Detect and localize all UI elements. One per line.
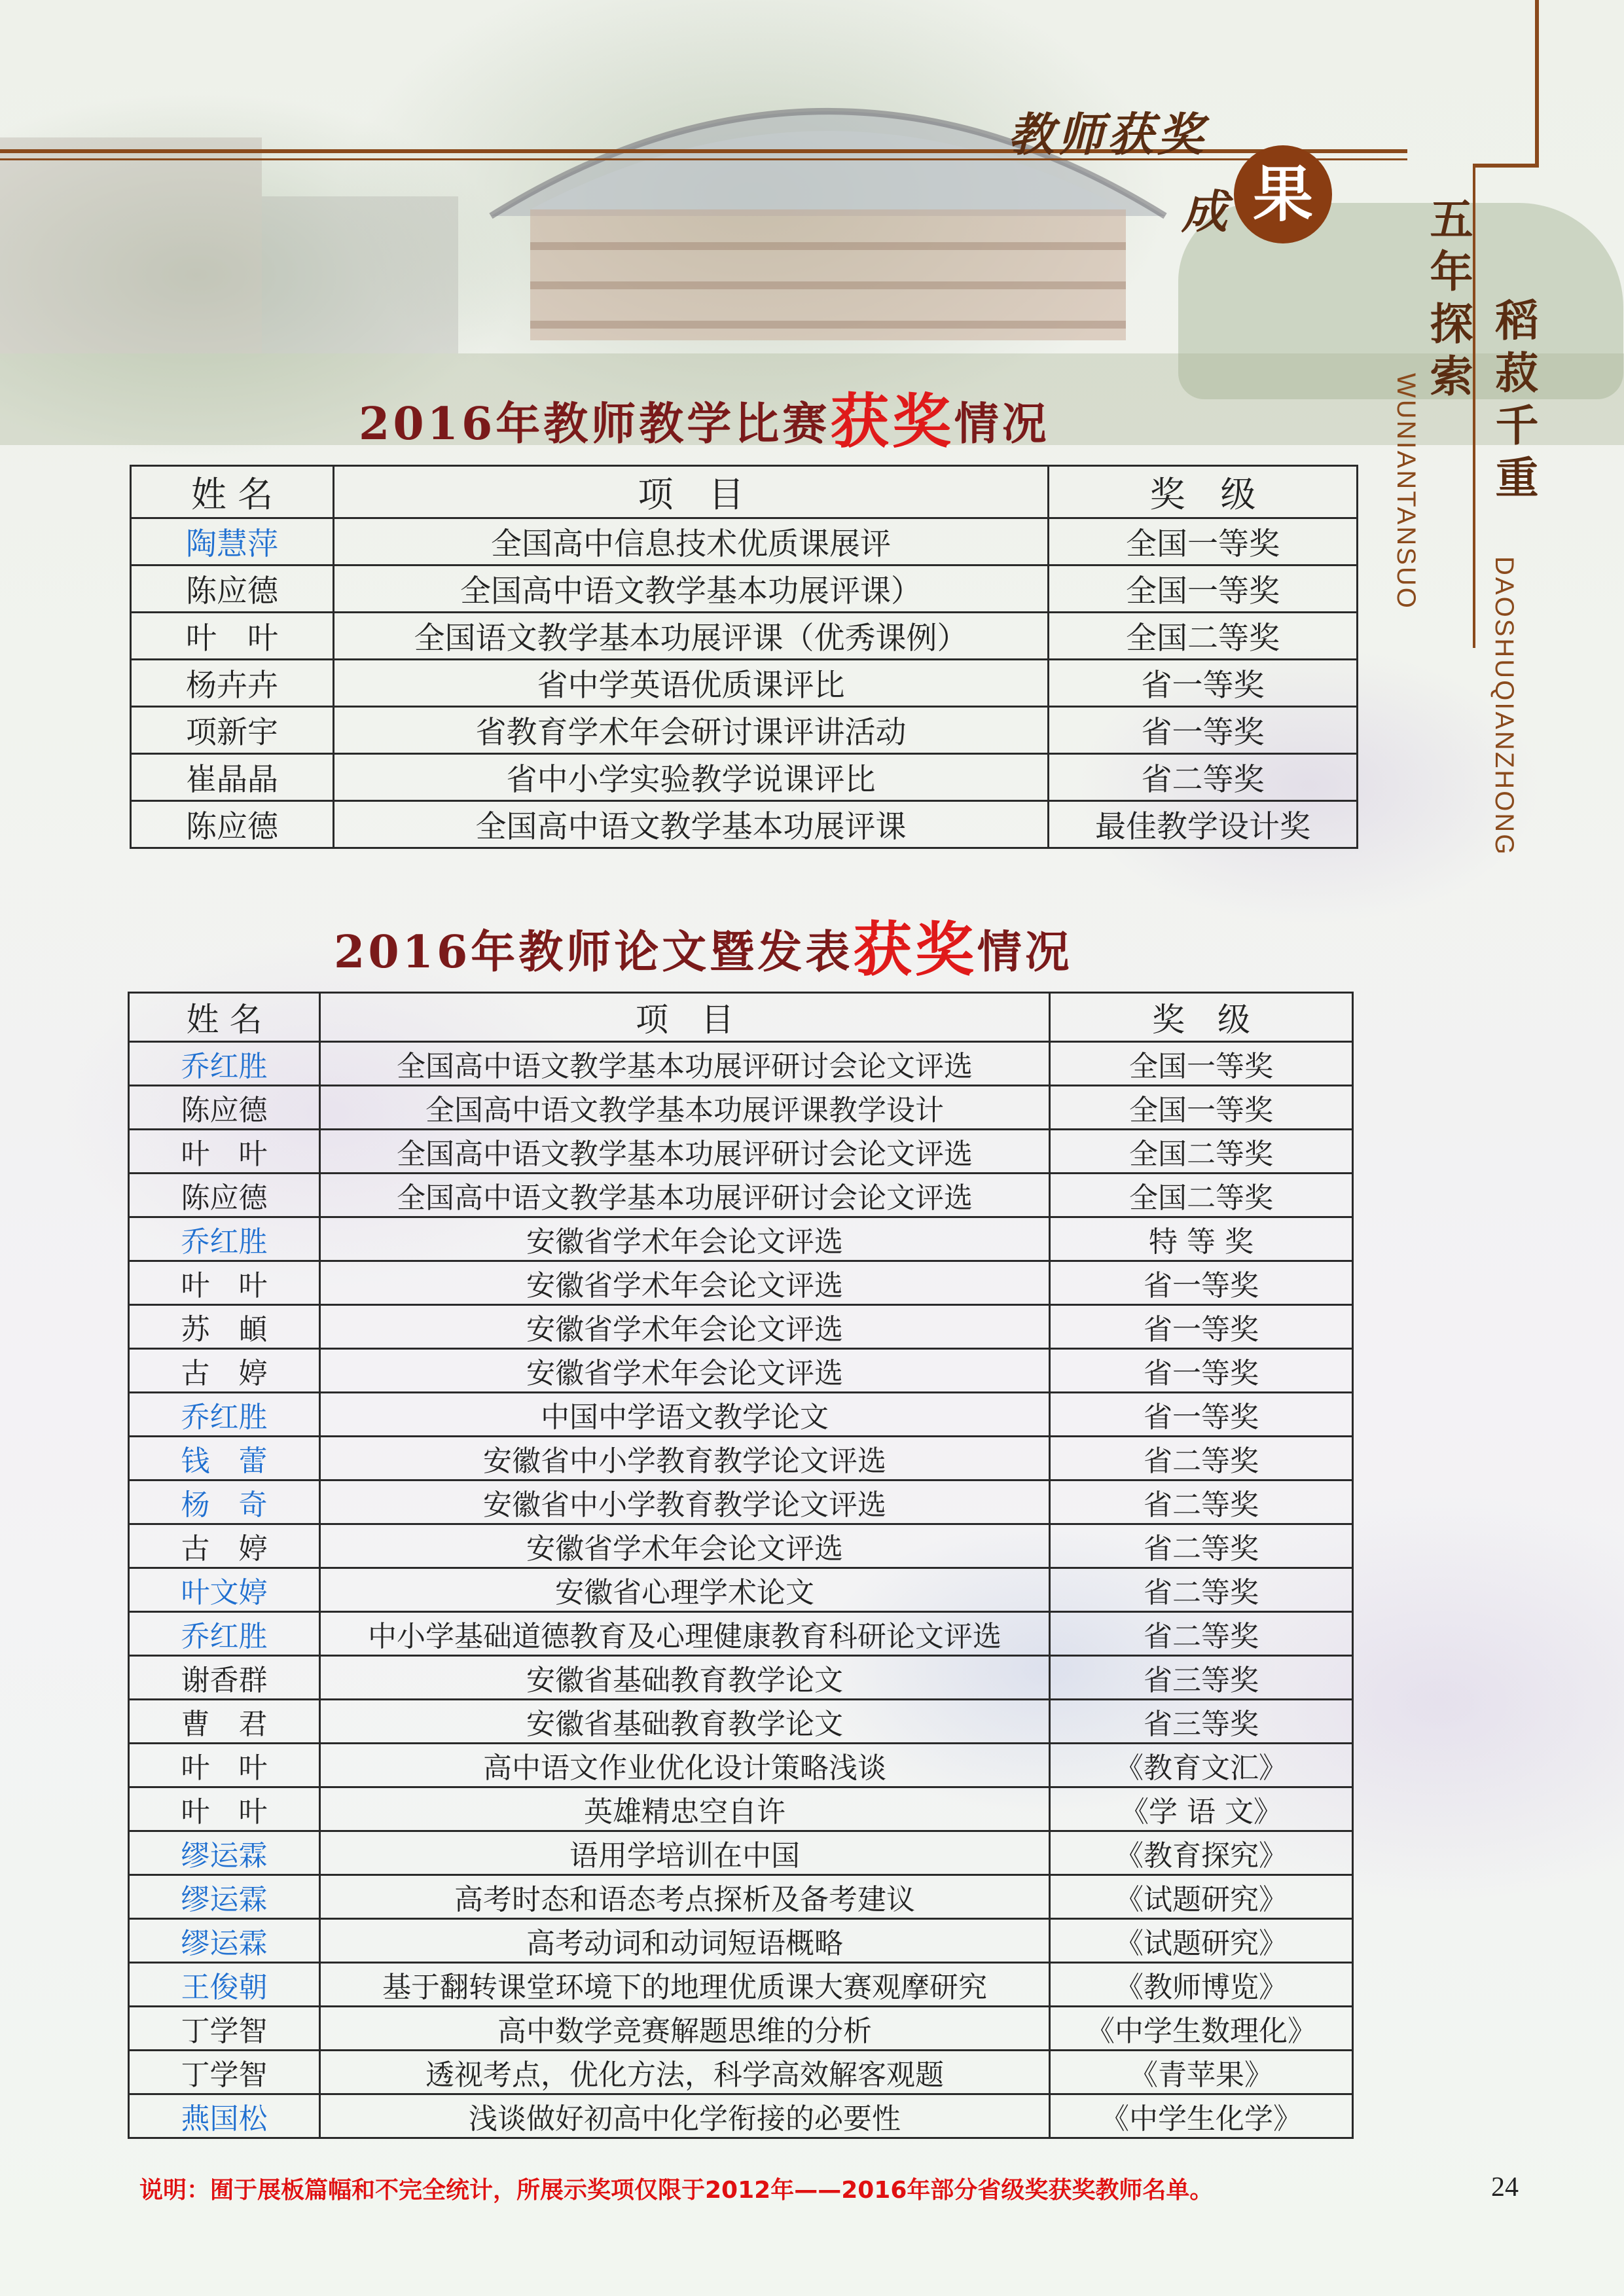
cell-project: 省教育学术年会研讨课评讲活动 — [334, 707, 1049, 754]
cell-name: 叶 叶 — [129, 1787, 320, 1831]
cell-award: 省一等奖 — [1050, 1305, 1353, 1349]
cell-award: 省二等奖 — [1050, 1612, 1353, 1656]
cell-name: 叶 叶 — [131, 613, 334, 660]
table-row — [129, 2007, 1353, 2051]
cell-name: 谢香群 — [129, 1656, 320, 1700]
cell-award: 省三等奖 — [1050, 1656, 1353, 1700]
cell-project: 安徽省学术年会论文评选 — [320, 1349, 1050, 1393]
table-row — [129, 1305, 1353, 1349]
cell-project: 全国高中信息技术优质课展评 — [334, 518, 1049, 565]
cell-name: 乔红胜 — [129, 1217, 320, 1261]
section1-title-emphasis: 获奖 — [830, 387, 954, 456]
section2-title — [334, 900, 1073, 984]
cell-project: 安徽省学术年会论文评选 — [320, 1524, 1050, 1568]
result-circle-badge: 果 — [1234, 145, 1332, 243]
cell-project: 省中小学实验教学说课评比 — [334, 754, 1049, 801]
table-row — [129, 1480, 1353, 1524]
cell-project: 安徽省学术年会论文评选 — [320, 1217, 1050, 1261]
cell-name: 古 婷 — [129, 1349, 320, 1393]
cell-name: 乔红胜 — [129, 1612, 320, 1656]
cell-award: 《学 语 文》 — [1050, 1787, 1353, 1831]
table-row — [129, 1437, 1353, 1480]
teaching-contest-awards-table — [130, 465, 1358, 849]
cell-award: 特 等 奖 — [1050, 1217, 1353, 1261]
table-row — [131, 565, 1358, 613]
table-row — [129, 1349, 1353, 1393]
table-row — [129, 1656, 1353, 1700]
table-row — [129, 1787, 1353, 1831]
column-header-award: 奖 级 — [1049, 466, 1358, 518]
cell-name: 曹 君 — [129, 1700, 320, 1744]
cell-project: 高中数学竞赛解题思维的分析 — [320, 2007, 1050, 2051]
table-row — [131, 801, 1358, 848]
column-header-name: 姓 名 — [131, 466, 334, 518]
cell-award: 省三等奖 — [1050, 1700, 1353, 1744]
section1-title-tail: 情况 — [954, 398, 1050, 450]
cell-project: 高考动词和动词短语概略 — [320, 1919, 1050, 1963]
cell-award: 全国二等奖 — [1050, 1174, 1353, 1217]
cell-project: 安徽省中小学教育教学论文评选 — [320, 1437, 1050, 1480]
table-row — [131, 518, 1358, 565]
header-rule-vertical — [1535, 0, 1539, 167]
cell-name: 燕国松 — [129, 2094, 320, 2138]
cell-name: 钱 蕾 — [129, 1437, 320, 1480]
cell-project: 全国语文教学基本功展评课（优秀课例） — [334, 613, 1049, 660]
cell-name: 缪运霖 — [129, 1875, 320, 1919]
cell-project: 语用学培训在中国 — [320, 1831, 1050, 1875]
cell-award: 省二等奖 — [1049, 754, 1358, 801]
table-header-row — [129, 993, 1353, 1042]
table-row — [129, 1130, 1353, 1174]
table-row — [129, 1217, 1353, 1261]
cell-name: 苏 頔 — [129, 1305, 320, 1349]
cell-project: 基于翻转课堂环境下的地理优质课大赛观摩研究 — [320, 1963, 1050, 2007]
motto-wuniantansuo-latin: WUNIANTANSUO — [1392, 373, 1420, 610]
cell-award: 《教师博览》 — [1050, 1963, 1353, 2007]
cell-name: 缪运霖 — [129, 1831, 320, 1875]
cell-project: 透视考点，优化方法，科学高效解客观题 — [320, 2051, 1050, 2094]
cell-award: 省二等奖 — [1050, 1568, 1353, 1612]
column-header-award: 奖 级 — [1050, 993, 1353, 1042]
cell-project: 全国高中语文教学基本功展评课教学设计 — [320, 1086, 1050, 1130]
motto-daoshuqianzhong: 稻菽千重 — [1488, 298, 1539, 507]
cell-award: 《中学生数理化》 — [1050, 2007, 1353, 2051]
cell-award: 《中学生化学》 — [1050, 2094, 1353, 2138]
cell-name: 崔晶晶 — [131, 754, 334, 801]
table-row — [131, 754, 1358, 801]
cell-name: 丁学智 — [129, 2051, 320, 2094]
cell-project: 安徽省学术年会论文评选 — [320, 1305, 1050, 1349]
table-row — [131, 660, 1358, 707]
cell-name: 陈应德 — [129, 1086, 320, 1130]
cell-name: 乔红胜 — [129, 1393, 320, 1437]
cell-award: 省一等奖 — [1050, 1261, 1353, 1305]
cell-award: 省二等奖 — [1050, 1437, 1353, 1480]
cell-project: 全国高中语文教学基本功展评研讨会论文评选 — [320, 1042, 1050, 1086]
table-row — [129, 1612, 1353, 1656]
cell-project: 全国高中语文教学基本功展评研讨会论文评选 — [320, 1174, 1050, 1217]
cell-project: 安徽省基础教育教学论文 — [320, 1700, 1050, 1744]
cell-award: 全国二等奖 — [1050, 1130, 1353, 1174]
page-number: 24 — [1491, 2172, 1519, 2202]
table-row — [129, 1524, 1353, 1568]
table-row — [129, 1963, 1353, 2007]
cell-name: 陈应德 — [129, 1174, 320, 1217]
cell-project: 高中语文作业优化设计策略浅谈 — [320, 1744, 1050, 1787]
section1-title-main: 2016年教师教学比赛 — [359, 398, 831, 450]
table-row — [129, 1744, 1353, 1787]
cell-name: 杨卉卉 — [131, 660, 334, 707]
cell-award: 省一等奖 — [1049, 707, 1358, 754]
cell-name: 乔红胜 — [129, 1042, 320, 1086]
cell-award: 全国二等奖 — [1049, 613, 1358, 660]
table-row — [129, 1831, 1353, 1875]
table-row — [129, 1700, 1353, 1744]
table-row — [129, 2051, 1353, 2094]
cell-name: 杨 奇 — [129, 1480, 320, 1524]
section2-title-tail: 情况 — [977, 926, 1073, 978]
cell-award: 省一等奖 — [1050, 1349, 1353, 1393]
cell-project: 中国中学语文教学论文 — [320, 1393, 1050, 1437]
cell-project: 省中学英语优质课评比 — [334, 660, 1049, 707]
cell-award: 《试题研究》 — [1050, 1875, 1353, 1919]
column-header-project: 项 目 — [334, 466, 1049, 518]
result-prefix: 成 — [1182, 185, 1231, 239]
cell-award: 最佳教学设计奖 — [1049, 801, 1358, 848]
paper-publication-awards-table — [128, 992, 1354, 2139]
cell-award: 《教育文汇》 — [1050, 1744, 1353, 1787]
cell-award: 省一等奖 — [1050, 1393, 1353, 1437]
building-background-left — [0, 137, 262, 353]
section1-title — [359, 372, 1050, 456]
table-header-row — [131, 466, 1358, 518]
cell-award: 省二等奖 — [1050, 1480, 1353, 1524]
cell-project: 全国高中语文教学基本功展评研讨会论文评选 — [320, 1130, 1050, 1174]
cell-award: 《青苹果》 — [1050, 2051, 1353, 2094]
cell-project: 全国高中语文教学基本功展评课） — [334, 565, 1049, 613]
cell-project: 英雄精忠空自许 — [320, 1787, 1050, 1831]
cell-award: 《试题研究》 — [1050, 1919, 1353, 1963]
motto-daoshuqianzhong-latin: DAOSHUQIANZHONG — [1490, 556, 1519, 857]
cell-name: 古 婷 — [129, 1524, 320, 1568]
table-row — [129, 1261, 1353, 1305]
column-header-name: 姓 名 — [129, 993, 320, 1042]
cell-award: 全国一等奖 — [1050, 1086, 1353, 1130]
stadium-background-image — [478, 46, 1178, 353]
cell-name: 叶 叶 — [129, 1261, 320, 1305]
cell-name: 叶文婷 — [129, 1568, 320, 1612]
cell-project: 中小学基础道德教育及心理健康教育科研论文评选 — [320, 1612, 1050, 1656]
cell-name: 叶 叶 — [129, 1744, 320, 1787]
column-header-project: 项 目 — [320, 993, 1050, 1042]
cell-project: 安徽省心理学术论文 — [320, 1568, 1050, 1612]
cell-award: 全国一等奖 — [1050, 1042, 1353, 1086]
cell-project: 全国高中语文教学基本功展评课 — [334, 801, 1049, 848]
table-row — [129, 1393, 1353, 1437]
motto-wuniantansuo: 五年探索 — [1422, 196, 1473, 406]
table-row — [129, 1875, 1353, 1919]
cell-name: 丁学智 — [129, 2007, 320, 2051]
cell-project: 浅谈做好初高中化学衔接的必要性 — [320, 2094, 1050, 2138]
cell-name: 缪运霖 — [129, 1919, 320, 1963]
table-row — [129, 1174, 1353, 1217]
cell-project: 高考时态和语态考点探析及备考建议 — [320, 1875, 1050, 1919]
table-row — [129, 2094, 1353, 2138]
table-row — [131, 707, 1358, 754]
cell-award: 全国一等奖 — [1049, 518, 1358, 565]
table-row — [129, 1086, 1353, 1130]
cell-project: 安徽省学术年会论文评选 — [320, 1261, 1050, 1305]
cell-project: 安徽省中小学教育教学论文评选 — [320, 1480, 1050, 1524]
section2-title-emphasis: 获奖 — [853, 916, 977, 984]
cell-project: 安徽省基础教育教学论文 — [320, 1656, 1050, 1700]
cell-name: 陈应德 — [131, 801, 334, 848]
building-background-mid — [262, 196, 458, 353]
section2-title-main: 2016年教师论文暨发表 — [334, 926, 854, 978]
cell-name: 王俊朝 — [129, 1963, 320, 2007]
cell-name: 项新宇 — [131, 707, 334, 754]
cell-award: 《教育探究》 — [1050, 1831, 1353, 1875]
header-rule-corner — [1473, 164, 1539, 168]
cell-award: 省一等奖 — [1049, 660, 1358, 707]
cell-name: 叶 叶 — [129, 1130, 320, 1174]
footnote: 说明：囿于展板篇幅和不完全统计，所展示奖项仅限于2012年——2016年部分省级奖获奖教师名单。 — [139, 2177, 1214, 2204]
cell-name: 陶慧萍 — [131, 518, 334, 565]
cell-award: 全国一等奖 — [1049, 565, 1358, 613]
section-kicker: 教师获奖 — [1008, 107, 1207, 162]
table-row — [129, 1568, 1353, 1612]
table-row — [129, 1919, 1353, 1963]
cell-name: 陈应德 — [131, 565, 334, 613]
cell-award: 省二等奖 — [1050, 1524, 1353, 1568]
table-row — [129, 1042, 1353, 1086]
table-row — [131, 613, 1358, 660]
